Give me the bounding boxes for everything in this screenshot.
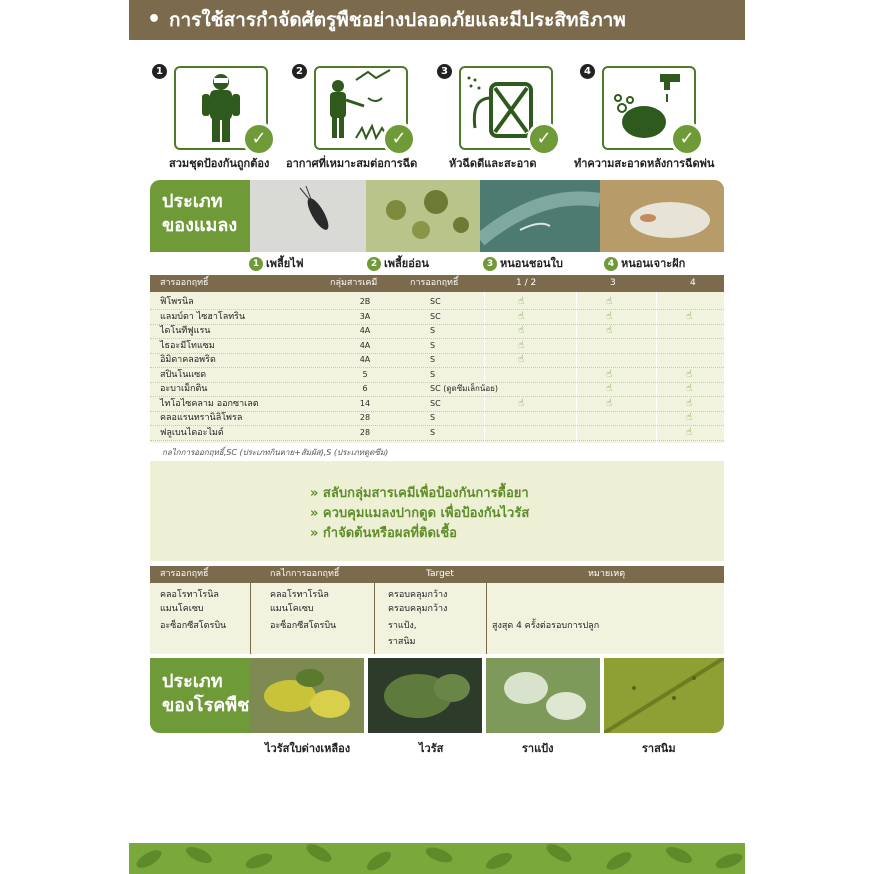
page-title: การใช้สารกำจัดศัตรูพืชอย่างปลอดภัยและมีประสิทธิภาพ [169,9,626,31]
disease-photo-strip [150,658,724,733]
check-mark-icon: ☝ [686,310,693,322]
insecticide-table [150,275,724,443]
pest-section-label [150,180,250,252]
check-mark-icon: ☝ [606,368,613,380]
check-mark-icon: ☝ [518,354,525,365]
check-mark-icon: ☝ [518,310,525,322]
check-mark-icon: ☝ [518,296,525,307]
cell-chemical: คลอแรนทรานิลิโพรล [160,413,243,423]
cell-note: สูงสุด 4 ครั้งต่อรอบการปลูก [492,621,600,631]
tip-3: » กำจัดต้นหรือผลที่ติดเชื้อ [310,526,457,541]
cell-group: 6 [362,384,368,393]
step-number: 1 [152,64,167,79]
insecticide-table-header [150,275,724,292]
disease-label-line1: ประเภท [162,671,223,692]
col-header: 1 / 2 [516,278,537,288]
cell-mode: S [430,369,436,379]
disease-names-row [129,739,745,755]
col-header: สารออกฤทธิ์ [160,278,209,288]
tips-panel [150,461,724,561]
table-row [150,353,724,368]
virus-photo [368,658,482,733]
step-number: 4 [580,64,595,79]
thrips-photo [250,180,366,252]
pest-label-line2: ของแมลง [162,215,238,236]
check-mark-icon: ☝ [686,412,693,423]
col-header: กลุ่มสารเคมี [330,278,378,288]
step-number: 2 [292,64,307,79]
cell-group: 4A [359,326,371,335]
pest-number: 3 [483,257,497,271]
disease-name-2: ไวรัส [419,742,444,755]
step-number: 3 [437,64,452,79]
pod-borer-photo [600,180,724,252]
col-header: การออกฤทธิ์ [410,278,459,288]
disease-name-1: ไวรัสใบด่างเหลือง [265,742,351,755]
disease-name-3: ราแป้ง [522,742,554,755]
check-mark-icon: ☝ [518,339,525,351]
cell-chemical: ไทโอไซคลาม ออกซาเลต [160,398,259,409]
bullet: • [147,7,162,32]
cell-chemical: ฟลูเบนไดอะไมด์ [160,427,224,438]
cell-chemical: สปินโนแซด [160,369,207,380]
cell-group: 28 [359,413,371,422]
table-row [150,426,724,441]
column-divider [250,583,251,654]
pest-name: เพลี้ยไฟ [266,257,304,270]
pest-name: หนอนเจาะฝัก [621,257,686,270]
table-row [150,411,724,426]
check-icon: ✓ [382,122,416,156]
pest-names-row [249,254,729,272]
cell-target: ครอบคลุมกว้าง [388,604,448,614]
cell-chemical: ไดโนทีฟูแรน [160,326,211,336]
rust-photo [604,658,724,733]
safety-step-2 [286,60,444,175]
disease-name-4: ราสนิม [642,742,676,755]
cell-chemical: แมนโคเซบ [160,604,204,614]
cell-mode: SC (ดูดซึมเล็กน้อย) [430,384,498,393]
check-mark-icon: ☝ [606,325,613,336]
cell-mode: S [430,326,436,335]
column-divider [486,583,487,654]
pest-name-3 [483,254,563,272]
cell-group: 14 [359,398,371,408]
table-row [150,295,724,310]
check-icon: ✓ [242,122,276,156]
cell-group: 4A [359,340,371,350]
check-mark-icon: ☝ [686,383,693,394]
check-mark-icon: ☝ [686,397,693,409]
table-row [150,324,724,339]
table-footnote: กลไกการออกฤทธิ์,SC (ประเภทกินตาย+สัมผัส),S (ประเภทดูดซึม) [162,448,389,457]
pest-name: หนอนชอนใบ [500,257,563,270]
leafminer-photo [480,180,600,252]
cell-chemical: ไธอะมีโทแซม [160,340,215,351]
pest-number: 2 [367,257,381,271]
fungicide-table [150,566,724,654]
cell-mode: SC [430,297,441,306]
cell-target: ครอบคลุมกว้าง [388,590,448,600]
decorative-leaf-band [129,843,745,874]
safety-step-4 [574,60,732,175]
pest-label-line1: ประเภท [162,191,223,212]
check-mark-icon: ☝ [518,397,525,409]
cell-mode: S [430,340,436,350]
cell-chemical: อะซ็อกซีสโตรบิน [160,621,227,631]
safety-step-1 [154,60,304,175]
col-header: หมายเหตุ [588,569,626,579]
powdery-mildew-photo [486,658,600,733]
pest-number: 4 [604,257,618,271]
fungicide-table-header [150,566,724,583]
cell-chemical: อะบาเม็กติน [160,384,208,394]
table-row [150,397,724,412]
step-caption: อากาศที่เหมาะสมต่อการฉีด [286,157,418,170]
page-title-banner [129,0,745,40]
page [129,0,745,874]
cell-mode: SC [430,311,441,321]
yellow-mosaic-photo [250,658,364,733]
safety-step-3 [439,60,589,175]
pest-name-1 [249,254,304,272]
cell-mode: S [430,355,436,364]
step-caption: สวมชุดป้องกันถูกต้อง [169,157,270,170]
pest-name: เพลี้ยอ่อน [384,257,429,270]
check-mark-icon: ☝ [686,426,693,438]
cell-target: ราแป้ง, [388,621,417,631]
cell-group: 3A [359,311,371,321]
pest-name-2 [367,254,429,272]
cell-chemical: ฟิโพรนิล [160,297,194,307]
cell-mode: S [430,413,436,422]
cell-mode: SC [430,398,441,408]
pest-photo-strip [150,180,724,252]
table-row [150,368,724,383]
check-icon: ✓ [527,122,561,156]
col-header: กลไกการออกฤทธิ์ [270,569,340,579]
col-header: Target [426,569,454,579]
cell-group: 28 [359,427,371,437]
safety-steps [129,60,745,175]
cell-mode: S [430,427,436,437]
step-caption: หัวฉีดดีและสะอาด [449,157,537,170]
check-mark-icon: ☝ [518,325,525,336]
check-mark-icon: ☝ [606,383,613,394]
pest-number: 1 [249,257,263,271]
aphids-photo [366,180,480,252]
tip-2: » ควบคุมแมลงปากดูด เพื่อป้องกันไวรัส [310,506,530,521]
table-row [150,339,724,354]
cell-chemical: แลมบ์ดา ไซฮาโลทริน [160,311,246,322]
check-mark-icon: ☝ [606,310,613,322]
cell-chemical: คลอโรทาโรนิล [160,590,219,600]
check-mark-icon: ☝ [606,296,613,307]
pest-name-4 [604,254,685,272]
disease-label-line2: ของโรคพืช [162,695,250,716]
check-icon: ✓ [670,122,704,156]
disease-section-label [150,658,250,733]
cell-mode: คลอโรทาโรนิล [270,590,329,600]
step-caption: ทำความสะอาดหลังการฉีดพ่น [574,157,715,170]
cell-target: ราสนิม [388,637,416,647]
cell-group: 5 [362,369,368,379]
cell-group: 2B [359,297,371,306]
check-mark-icon: ☝ [606,397,613,409]
col-header: 4 [690,278,696,288]
cell-mode: อะซ็อกซีสโตรบิน [270,621,337,631]
cell-group: 4A [359,355,371,364]
column-divider [374,583,375,654]
check-mark-icon: ☝ [686,368,693,380]
table-row [150,382,724,397]
cell-chemical: อิมิดาคลอพริด [160,355,216,365]
table-row [150,310,724,325]
col-header: สารออกฤทธิ์ [160,569,209,579]
cell-mode: แมนโคเซบ [270,604,314,614]
col-header: 3 [610,278,616,288]
tip-1: » สลับกลุ่มสารเคมีเพื่อป้องกันการดื้อยา [310,486,529,501]
